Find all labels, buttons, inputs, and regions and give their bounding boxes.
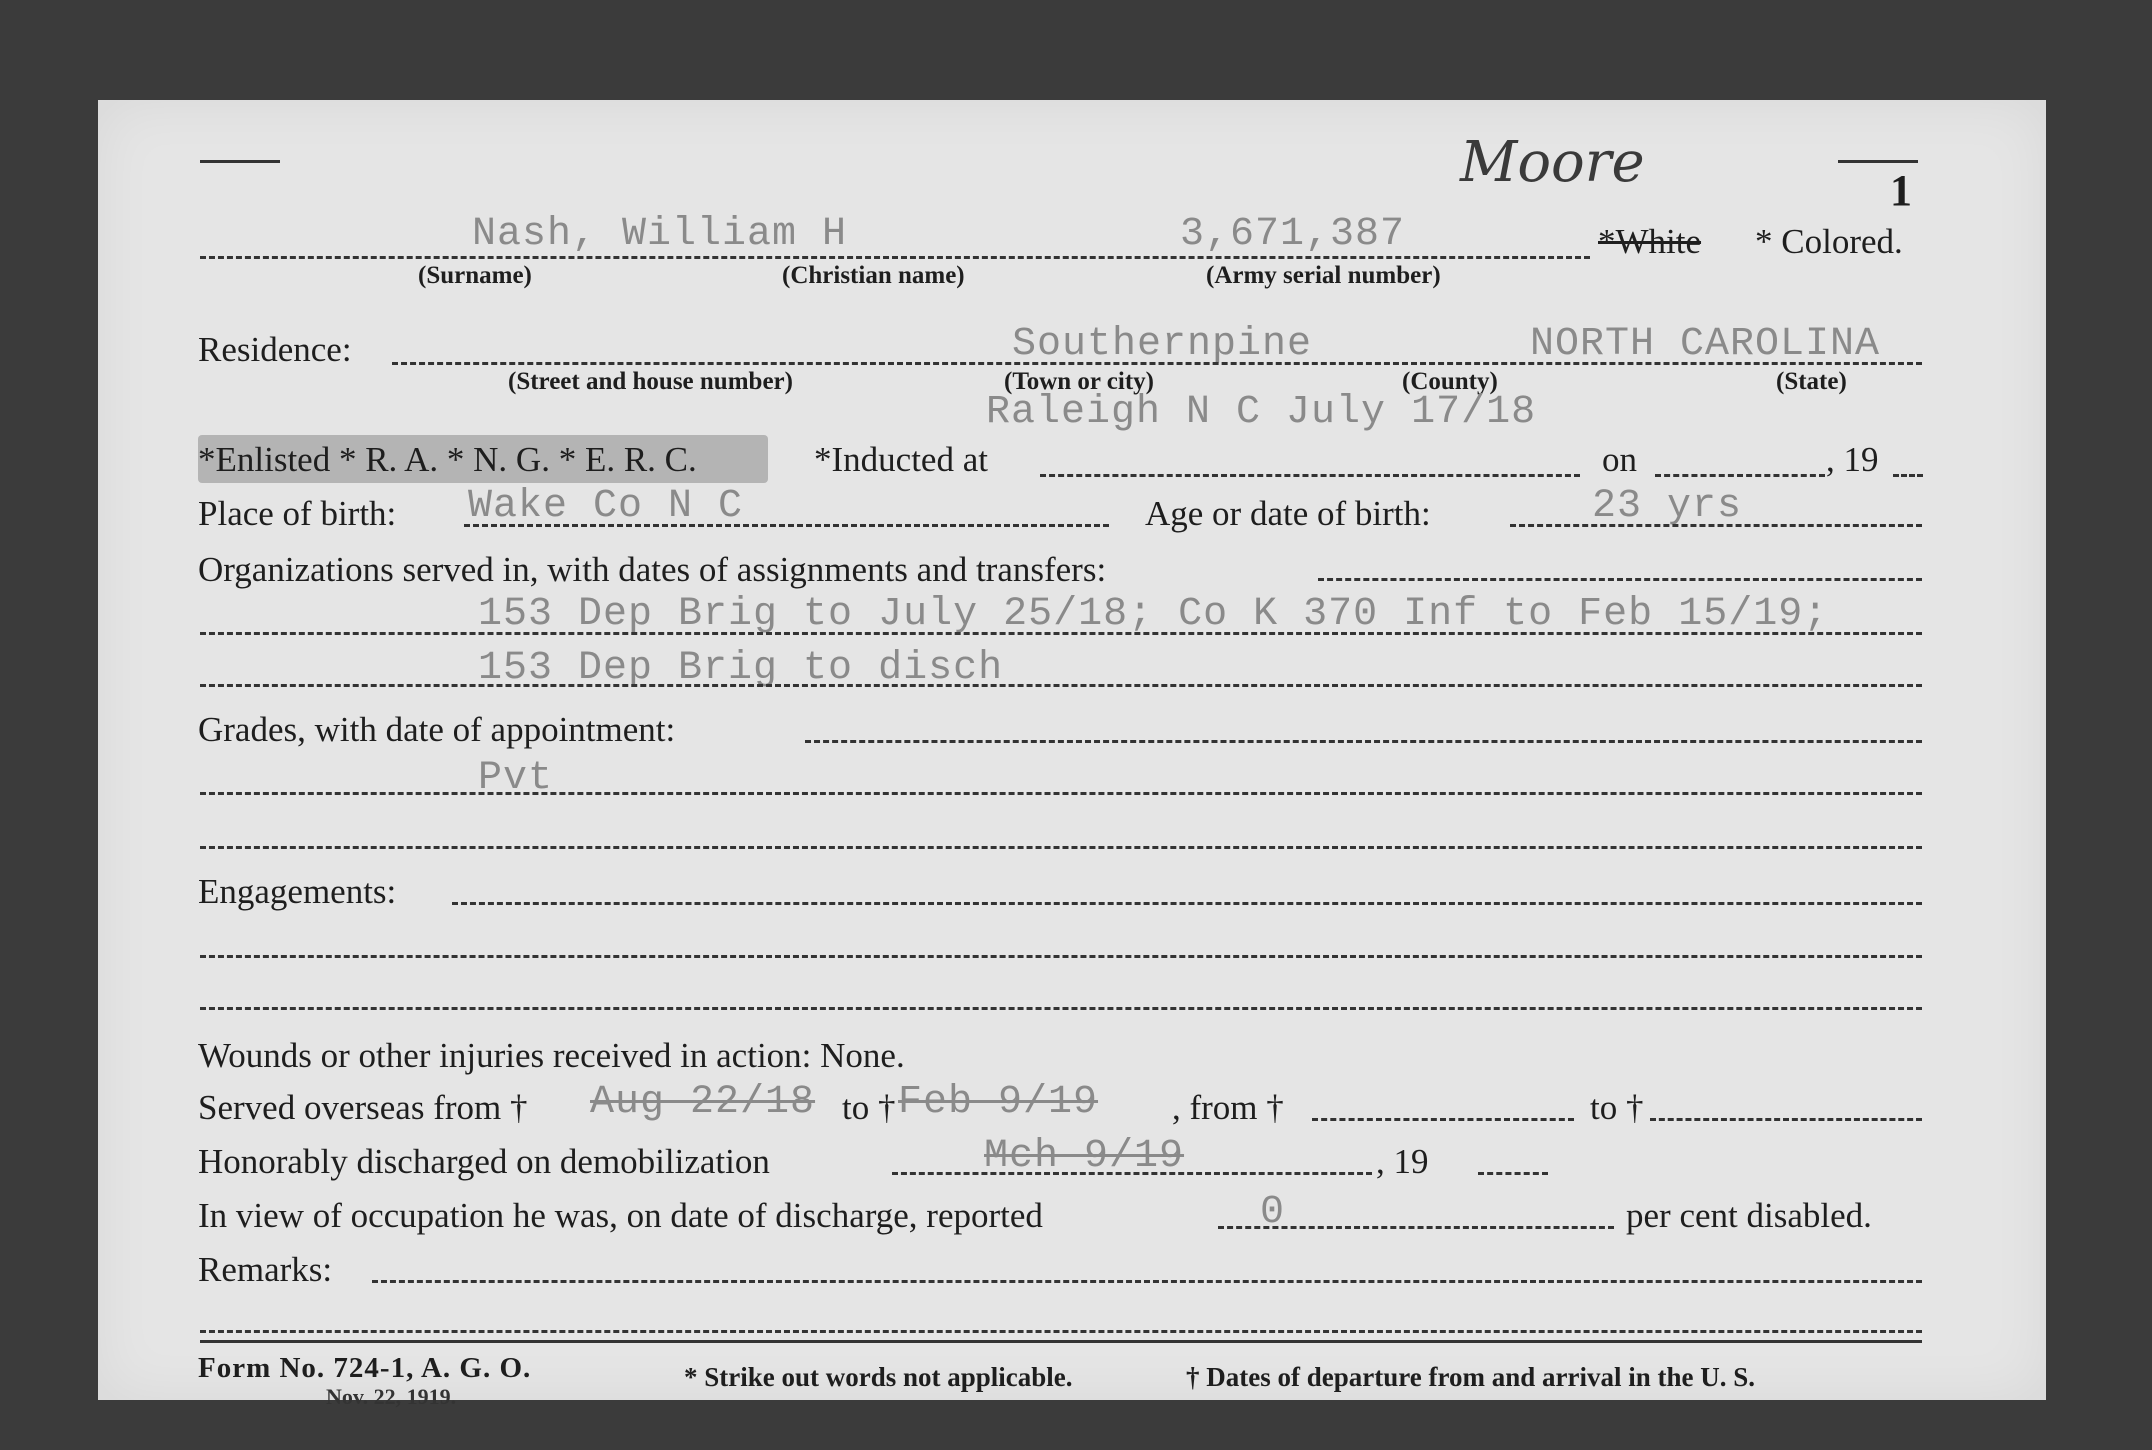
christian-caption: (Christian name) [782,262,965,289]
age-typed: 23 yrs [1592,484,1743,529]
place-of-birth-rule [464,524,1109,527]
serial-caption: (Army serial number) [1206,262,1441,289]
residence-rule [392,362,1922,365]
remarks-rule-1 [200,1330,1922,1333]
inducted-at-label: *Inducted at [814,440,988,479]
state-typed: NORTH CAROLINA [1530,322,1881,367]
overseas-from-label: Served overseas from † [198,1088,528,1127]
overseas-to2-label: to † [1590,1088,1644,1127]
remarks-rule-0 [372,1280,1922,1283]
induction-typed: Raleigh N C July 17/18 [986,390,1537,435]
grades-rule-1 [200,792,1922,795]
street-caption: (Street and house number) [508,368,793,395]
engagements-rule-1 [200,955,1922,958]
footer-note-dates: † Dates of departure from and arrival in the U. S. [1186,1362,1755,1392]
on-rule [1655,474,1825,477]
organizations-label: Organizations served in, with dates of assignments and transfers: [198,550,1107,589]
grades-typed: Pvt [478,756,554,801]
place-of-birth-typed: Wake Co N C [468,484,744,529]
on-label: on [1602,440,1637,479]
town-caption: (Town or city) [1004,368,1154,395]
disability-label: In view of occupation he was, on date of discharge, reported [198,1196,1043,1235]
discharge-label: Honorably discharged on demobilization [198,1142,770,1181]
card-number: 1 [1890,166,1912,215]
name-line-rule [200,256,1590,259]
discharge-year-rule [1478,1172,1548,1175]
top-left-rule [200,160,280,163]
serial-typed: 3,671,387 [1180,212,1406,257]
form-number: Form No. 724-1, A. G. O. [198,1352,532,1384]
name-typed: Nash, William H [472,212,848,257]
wounds-label: Wounds or other injuries received in action: None. [198,1036,905,1075]
town-typed: Southernpine [1012,322,1313,367]
overseas-from2-label: , from † [1172,1088,1284,1127]
residence-label: Residence: [198,330,352,369]
engagements-rule-0 [452,902,1922,905]
organizations-rule-2 [200,684,1922,687]
enlisted-options: *Enlisted * R. A. * N. G. * E. R. C. [198,440,697,479]
disability-typed: 0 [1260,1190,1286,1235]
engagements-label: Engagements: [198,872,397,911]
grades-label: Grades, with date of appointment: [198,710,676,749]
overseas-to2-rule [1650,1118,1922,1121]
disability-suffix: per cent disabled. [1626,1196,1872,1235]
organizations-line-2: 153 Dep Brig to disch [478,646,1004,691]
remarks-label: Remarks: [198,1250,333,1289]
overseas-to-label: to † [842,1088,896,1127]
inducted-at-rule [1040,474,1580,477]
grades-rule-2 [200,846,1922,849]
discharge-typed: Mch 9/19 [984,1134,1185,1179]
white-label: *White [1598,222,1702,261]
county-caption: (County) [1402,368,1498,395]
overseas-to-typed: Feb 9/19 [898,1080,1099,1125]
county-handwritten: Moore [1460,130,1645,195]
grades-rule-0 [805,740,1922,743]
overseas-from-typed: Aug 22/18 [590,1080,816,1125]
footer-rule [200,1340,1922,1343]
age-rule [1510,524,1922,527]
organizations-rule-0 [1318,578,1922,581]
surname-caption: (Surname) [418,262,532,289]
state-caption: (State) [1776,368,1847,395]
place-of-birth-label: Place of birth: [198,494,397,533]
colored-label: * Colored. [1755,222,1903,261]
overseas-from2-rule [1312,1118,1574,1121]
organizations-line-1: 153 Dep Brig to July 25/18; Co K 370 Inf to Feb 15/19; [478,592,1829,637]
engagements-rule-2 [200,1007,1922,1010]
form-date: Nov. 22, 1919. [326,1384,457,1409]
discharge-year-label: , 19 [1376,1142,1429,1181]
year-rule [1893,474,1923,477]
age-label: Age or date of birth: [1145,494,1431,533]
year-label: , 19 [1826,440,1879,479]
footer-note-strike: * Strike out words not applicable. [684,1362,1073,1392]
top-right-rule [1838,160,1918,163]
organizations-rule-1 [200,632,1922,635]
